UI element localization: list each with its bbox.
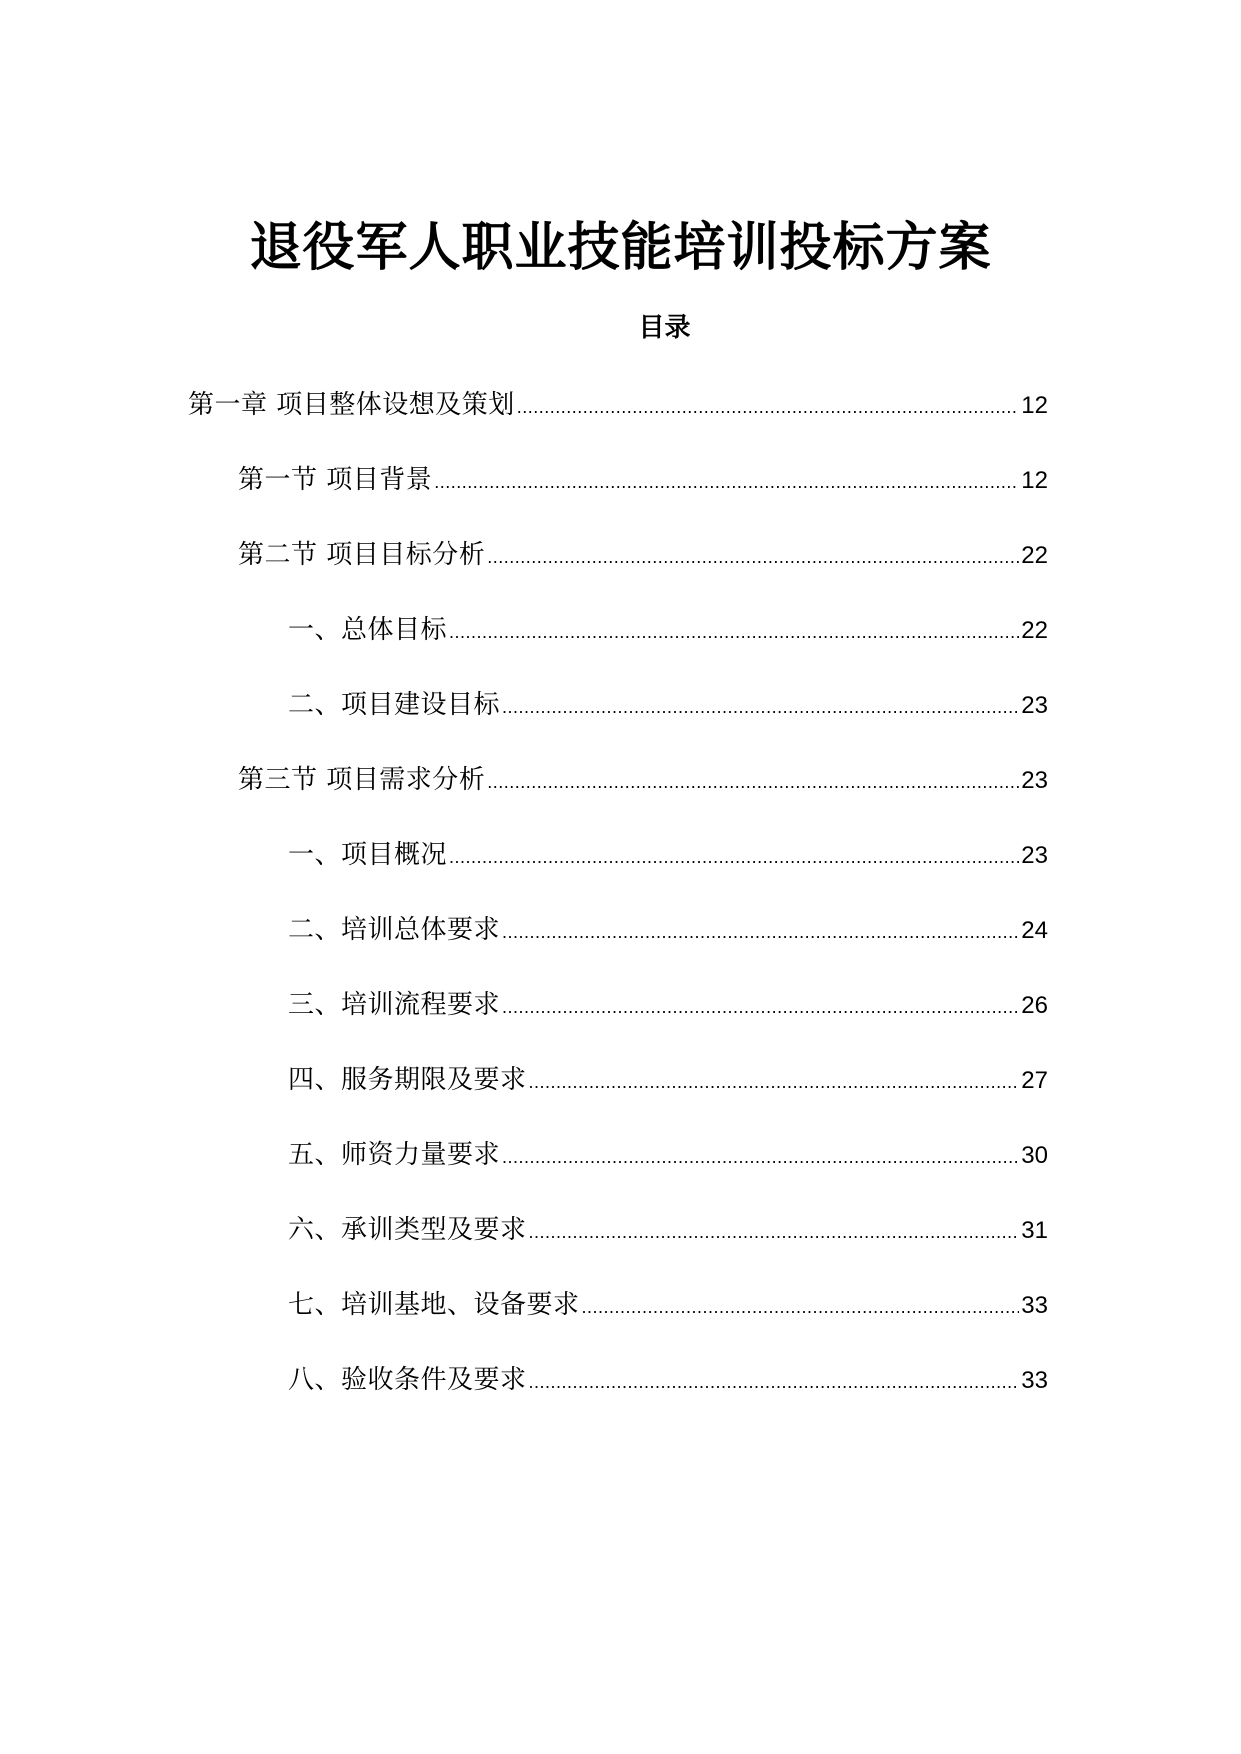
toc-entry-text: 第一节 项目背景	[238, 465, 433, 495]
toc-entry-item[interactable]	[288, 1060, 1048, 1100]
toc-leader-dots	[502, 687, 1019, 727]
toc-entry-item[interactable]	[288, 1135, 1048, 1175]
toc-entry-item[interactable]	[288, 1285, 1048, 1325]
toc-entry-text: 第一章 项目整体设想及策划	[188, 390, 515, 420]
toc-leader-dots	[449, 837, 1019, 877]
toc-entry-item[interactable]	[288, 685, 1048, 725]
toc-entry-item[interactable]	[288, 1210, 1048, 1250]
toc-entry-section-1[interactable]	[238, 460, 1048, 500]
toc-entry-text: 第二节 项目目标分析	[238, 540, 486, 570]
toc-page-number: 23	[1021, 767, 1048, 794]
toc-leader-dots	[529, 1062, 1020, 1102]
toc-entry-text: 二、培训总体要求	[288, 915, 501, 945]
toc-page-number: 27	[1021, 1067, 1048, 1094]
toc-leader-dots	[529, 1362, 1020, 1402]
toc-leader-dots	[502, 912, 1019, 952]
toc-entry-text: 一、项目概况	[288, 840, 448, 870]
toc-entry-text: 五、师资力量要求	[288, 1140, 501, 1170]
toc-page-number: 23	[1021, 692, 1048, 719]
toc-entry-text: 七、培训基地、设备要求	[288, 1290, 580, 1320]
toc-entry-section-2[interactable]	[238, 535, 1048, 575]
toc-page-number: 12	[1021, 467, 1048, 494]
toc-page-number: 22	[1021, 617, 1048, 644]
toc-leader-dots	[529, 1212, 1020, 1252]
toc-entry-text: 八、验收条件及要求	[288, 1365, 527, 1395]
toc-entry-item[interactable]	[288, 835, 1048, 875]
toc-leader-dots	[582, 1287, 1020, 1327]
document-title: 退役军人职业技能培训投标方案	[249, 217, 992, 278]
toc-leader-dots	[487, 762, 1019, 802]
toc-entry-item[interactable]	[288, 910, 1048, 950]
toc-page-number: 30	[1021, 1142, 1048, 1169]
toc-entry-item[interactable]	[288, 1360, 1048, 1400]
toc-leader-dots	[517, 387, 1020, 427]
toc-page-number: 33	[1021, 1292, 1048, 1319]
toc-entry-text: 第三节 项目需求分析	[238, 765, 486, 795]
toc-entry-text: 二、项目建设目标	[288, 690, 501, 720]
toc-page-number: 23	[1021, 842, 1048, 869]
toc-entry-section-3[interactable]	[238, 760, 1048, 800]
toc-entry-text: 四、服务期限及要求	[288, 1065, 527, 1095]
toc-page-number: 22	[1021, 542, 1048, 569]
toc-entry-chapter-1[interactable]	[188, 385, 1048, 425]
toc-leader-dots	[502, 987, 1019, 1027]
toc-entry-text: 一、总体目标	[288, 615, 448, 645]
toc-page-number: 33	[1021, 1367, 1048, 1394]
toc-entry-text: 六、承训类型及要求	[288, 1215, 527, 1245]
toc-leader-dots	[449, 612, 1019, 652]
toc-entry-item[interactable]	[288, 610, 1048, 650]
toc-leader-dots	[434, 462, 1019, 502]
toc-page-number: 31	[1021, 1217, 1048, 1244]
toc-leader-dots	[502, 1137, 1019, 1177]
toc-page-number: 26	[1021, 992, 1048, 1019]
toc-entry-item[interactable]	[288, 985, 1048, 1025]
toc-entry-text: 三、培训流程要求	[288, 990, 501, 1020]
toc-heading: 目录	[638, 313, 691, 343]
toc-page-number: 12	[1021, 392, 1048, 419]
toc-leader-dots	[487, 537, 1019, 577]
toc-page-number: 24	[1021, 917, 1048, 944]
